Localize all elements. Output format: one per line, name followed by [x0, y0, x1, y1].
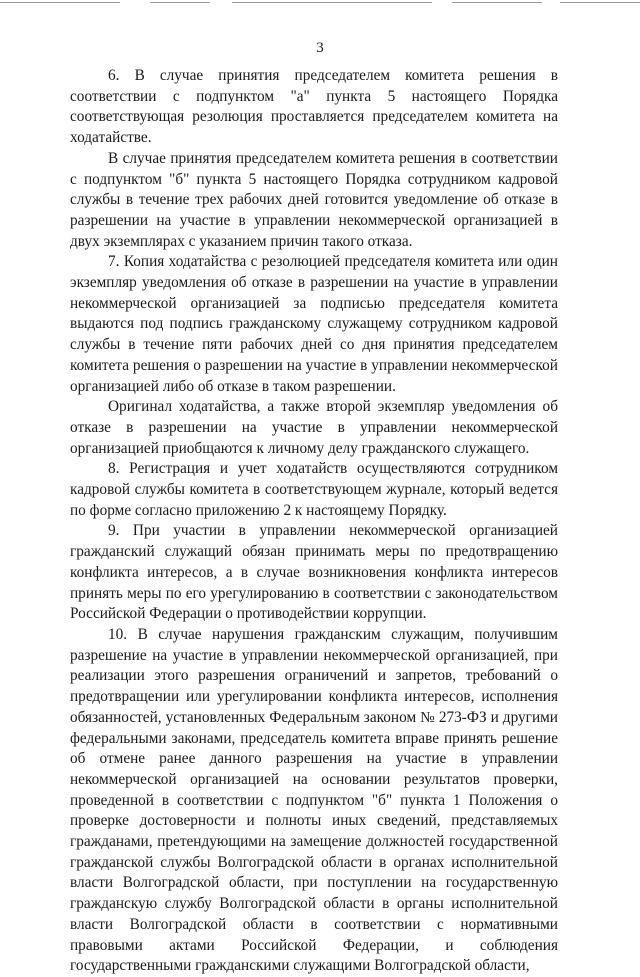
paragraph-original-filing: Оригинал ходатайства, а также второй экземпляр уведомления об отказе в разрешении на участие в управлении некоммерческой организацией приобщаются к личному делу гражданского служащего.	[70, 398, 558, 457]
paragraph-item-6: 6. В случае принятия председателем комитета решения в соответствии с подпунктом "а" пункта 5 настоящего Порядка соответствующая резолюция проставляется председателем комитета на ходатайстве.	[70, 67, 558, 147]
scan-edge-marks	[0, 2, 640, 4]
paragraph-item-10: 10. В случае нарушения гражданским служащим, получившим разрешение на участие в управлении некоммерческой организацией, при реализации этого разрешения ограничений и запретов, требований о предотвращении или урегулировании конфликта интересов, исполнения обязанностей, установленных Федеральным законом № 273-ФЗ и другими федеральными законами, председатель комитета вправе принять решение об отмене ранее данного разрешения на участие в управлении некоммерческой организацией на основании результатов проверки, проведенной в соответствии с подпунктом "б" пункта 1 Положения о проверке достоверности и полноты иных сведений, представляемых гражданами, претендующими на замещение должностей государственной гражданской службы Волгоградской области в органах исполнительной власти Волгоградской области, при поступлении на государственную гражданскую службу Волгоградской области в органы исполнительной власти Волгоградской области в соответствии с нормативными правовыми актами Российской Федерации, и соблюдения государственными гражданскими служащими Волгоградской области,	[70, 625, 558, 975]
page-number: 3	[316, 40, 324, 56]
paragraph-item-7: 7. Копия ходатайства с резолюцией председателя комитета или один экземпляр уведомления об отказе в разрешении на участие в управлении некоммерческой организацией за подписью председателя комитета выдаются под подпись гражданскому служащему сотрудником кадровой службы в течение пяти рабочих дней со дня принятия председателем комитета решения о разрешении на участие в управлении некоммерческой организацией либо об отказе в таком разрешении.	[70, 253, 558, 395]
paragraph-item-8: 8. Регистрация и учет ходатайств осуществляются сотрудником кадровой службы комитета в соответствующем журнале, который ведется по форме согласно приложению 2 к настоящему Порядку.	[70, 460, 558, 519]
document-body	[70, 66, 558, 977]
paragraph-refusal-notice: В случае принятия председателем комитета решения в соответствии с подпунктом "б" пункта 5 настоящего Порядка сотрудником кадровой службы в течение трех рабочих дней готовится уведомление об отказе в разрешении на участие в управлении некоммерческой организацией в двух экземплярах с указанием причин такого отказа.	[70, 149, 558, 250]
paragraph-item-9: 9. При участии в управлении некоммерческой организацией гражданский служащий обязан принимать меры по предотвращению конфликта интересов, а в случае возникновения конфликта интересов принять меры по его урегулированию в соответствии с законодательством Российской Федерации о противодействии коррупции.	[70, 522, 558, 623]
